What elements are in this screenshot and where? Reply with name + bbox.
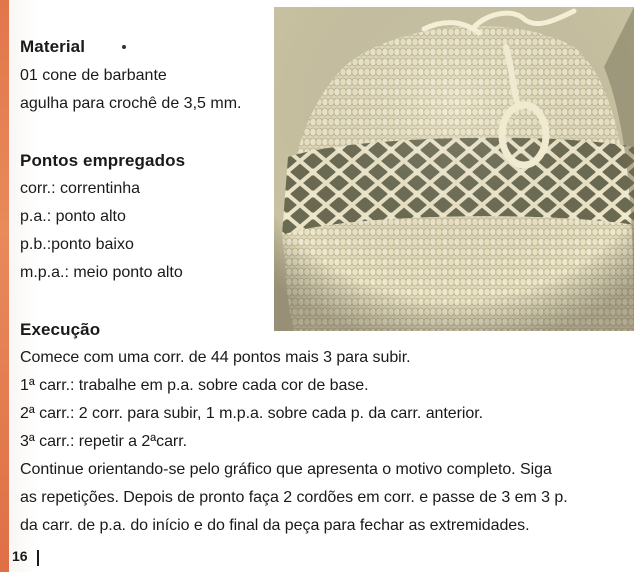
pontos-item: m.p.a.: meio ponto alto (20, 264, 183, 281)
pontos-heading: Pontos empregados (20, 151, 186, 170)
material-item: agulha para crochê de 3,5 mm. (20, 95, 242, 112)
execucao-line: da carr. de p.a. do início e do final da peça para fechar as extremidades. (20, 517, 530, 534)
execucao-line: as repetições. Depois de pronto faça 2 cordões em corr. e passe de 3 em 3 p. (20, 489, 568, 506)
page-spine (0, 0, 9, 572)
page-number-divider (37, 550, 39, 566)
pontos-item: corr.: correntinha (20, 180, 141, 197)
execucao-line: 2ª carr.: 2 corr. para subir, 1 m.p.a. sobre cada p. da carr. anterior. (20, 405, 484, 422)
pontos-item: p.a.: ponto alto (20, 208, 126, 225)
material-item: 01 cone de barbante (20, 67, 167, 84)
execucao-heading: Execução (20, 320, 101, 339)
page-number: 16 (12, 548, 28, 564)
material-heading: Material (20, 37, 86, 56)
bullet-dot (122, 45, 126, 49)
execucao-line: 3ª carr.: repetir a 2ªcarr. (20, 433, 188, 450)
execucao-line: Comece com uma corr. de 44 pontos mais 3 para subir. (20, 349, 411, 366)
pontos-item: p.b.:ponto baixo (20, 236, 134, 253)
execucao-line: 1ª carr.: trabalhe em p.a. sobre cada cor de base. (20, 377, 369, 394)
execucao-line: Continue orientando-se pelo gráfico que apresenta o motivo completo. Siga (20, 461, 552, 478)
crochet-bag-photo (274, 7, 634, 331)
